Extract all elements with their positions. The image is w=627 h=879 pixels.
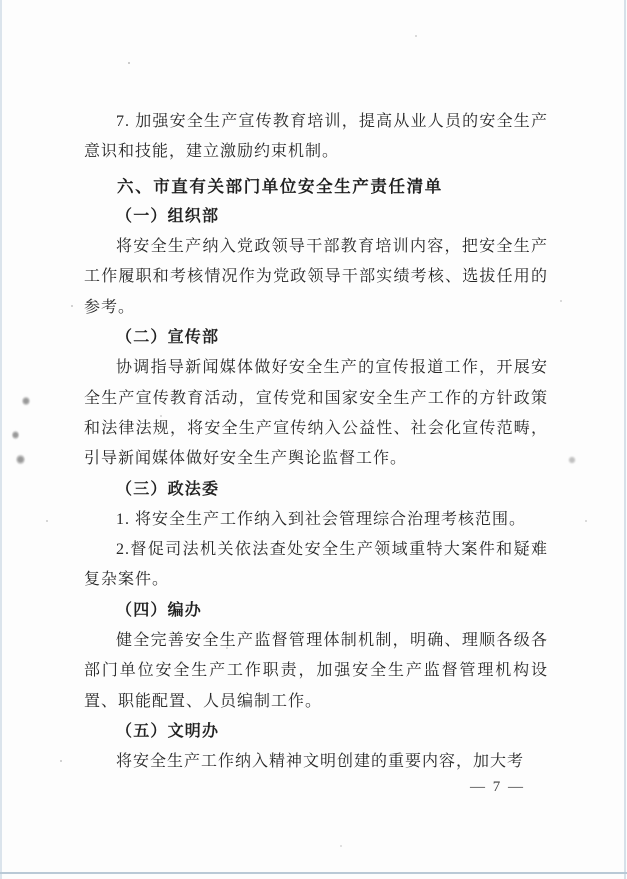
- doc-subheading: （五）文明办: [116, 722, 220, 740]
- doc-paragraph: 协调指导新闻媒体做好安全生产的宣传报道工作，开展安全生产宣传教育活动，宣传党和国家安全生产工作的方针政策和法律法规，将安全生产宣传纳入公益性、社会化宣传范畴，引导新闻媒体做好安全生产舆论监督工作。: [84, 359, 548, 468]
- doc-heading: 六、市直有关部门单位安全生产责任清单: [117, 177, 443, 196]
- scan-edge-left: [0, 0, 2, 879]
- doc-paragraph: 1. 将安全生产工作纳入到社会管理综合治理考核范围。: [116, 510, 527, 528]
- scan-artifact: [16, 454, 25, 465]
- doc-paragraph: 健全完善安全生产监督管理体制机制，明确、理顺各级各部门单位安全生产工作职责，加强安全生产监督管理机构设置、职能配置、人员编制工作。: [84, 632, 548, 710]
- doc-subheading: （一）组织部: [116, 207, 220, 225]
- scan-edge-right: [624, 0, 626, 879]
- scan-noise-speckles: [0, 0, 2, 2]
- doc-paragraph: 7. 加强安全生产宣传教育培训，提高从业人员的安全生产意识和技能，建立激励约束机制。: [84, 113, 548, 161]
- doc-subheading: （三）政法委: [116, 480, 220, 498]
- doc-paragraph: 2.督促司法机关依法查处安全生产领域重特大案件和疑难复杂案件。: [84, 541, 548, 589]
- doc-paragraph: 将安全生产纳入党政领导干部教育培训内容，把安全生产工作履职和考核情况作为党政领导干部实绩考核、选拔任用的参考。: [84, 238, 548, 316]
- document-body: [84, 107, 548, 778]
- doc-paragraph: 将安全生产工作纳入精神文明创建的重要内容，加大考: [116, 753, 525, 771]
- page-number: — 7 —: [470, 779, 525, 795]
- scan-edge-bottom: [0, 872, 627, 874]
- doc-subheading: （四）编办: [116, 601, 203, 619]
- scan-artifact: [568, 456, 576, 464]
- doc-subheading: （二）宣传部: [116, 329, 220, 347]
- scan-artifact: [22, 396, 30, 406]
- scan-artifact: [12, 430, 19, 440]
